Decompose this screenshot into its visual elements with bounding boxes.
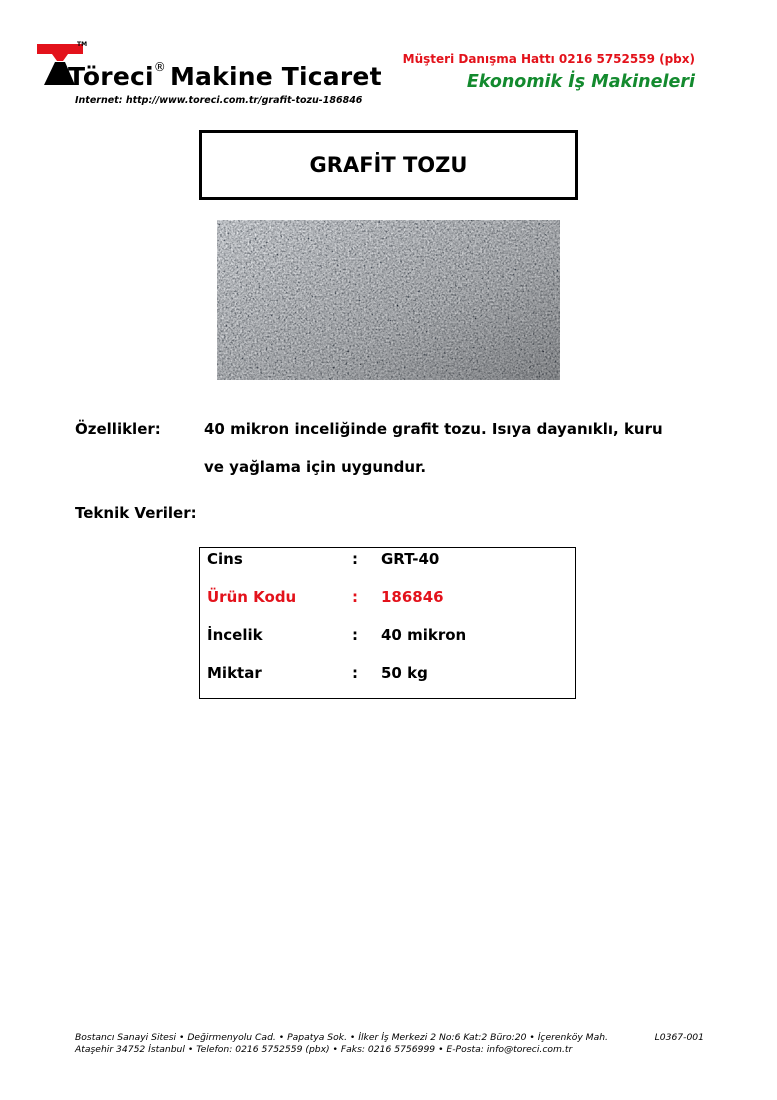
graphite-powder-photo [217,220,560,380]
website-url[interactable]: Internet: http://www.toreci.com.tr/grafit-tozu-186846 [75,95,363,106]
footer-address-line-1: Bostancı Sanayi Sitesi • Değirmenyolu Cad. • Papatya Sok. • İlker İş Merkezi 2 No:6 Kat:2 Büro:20 • İçerenköy Mah. [75,1032,608,1043]
technical-data-label: Teknik Veriler: [75,504,197,522]
title-box [199,130,578,200]
spec-separator: : [352,550,358,568]
spec-row-fineness [200,626,575,648]
registered-mark: ® [153,60,166,74]
spec-value: 186846 [381,588,444,606]
page-title: GRAFİT TOZU [309,153,468,177]
brand-name [68,62,382,91]
spec-key: Cins [207,550,243,568]
spec-value: 50 kg [381,664,428,682]
document-code: L0367-001 [654,1032,704,1043]
spec-row-type [200,550,575,572]
trademark-mark: TM [77,41,88,48]
company-slogan: Ekonomik İş Makineleri [466,72,695,92]
features-label: Özellikler: [75,420,161,438]
spec-key: İncelik [207,626,263,644]
features-text-line-1: 40 mikron inceliğinde grafit tozu. Isıya dayanıklı, kuru [204,420,663,438]
spec-separator: : [352,588,358,606]
spec-value: 40 mikron [381,626,467,644]
customer-hotline: Müşteri Danışma Hattı 0216 5752559 (pbx) [402,52,695,66]
spec-key: Ürün Kodu [207,588,297,606]
brand-name-main: Töreci [68,62,154,91]
spec-row-quantity [200,664,575,686]
spec-row-product-code [200,588,575,610]
spec-separator: : [352,664,358,682]
brand-name-suffix: Makine Ticaret [169,62,382,91]
footer-address-line-2: Ataşehir 34752 İstanbul • Telefon: 0216 5752559 (pbx) • Faks: 0216 5756999 • E-Posta: info@toreci.com.tr [75,1044,573,1055]
spec-separator: : [352,626,358,644]
spec-key: Miktar [207,664,262,682]
spec-table [199,547,576,699]
spec-value: GRT-40 [381,550,440,568]
features-text-line-2: ve yağlama için uygundur. [204,458,427,476]
